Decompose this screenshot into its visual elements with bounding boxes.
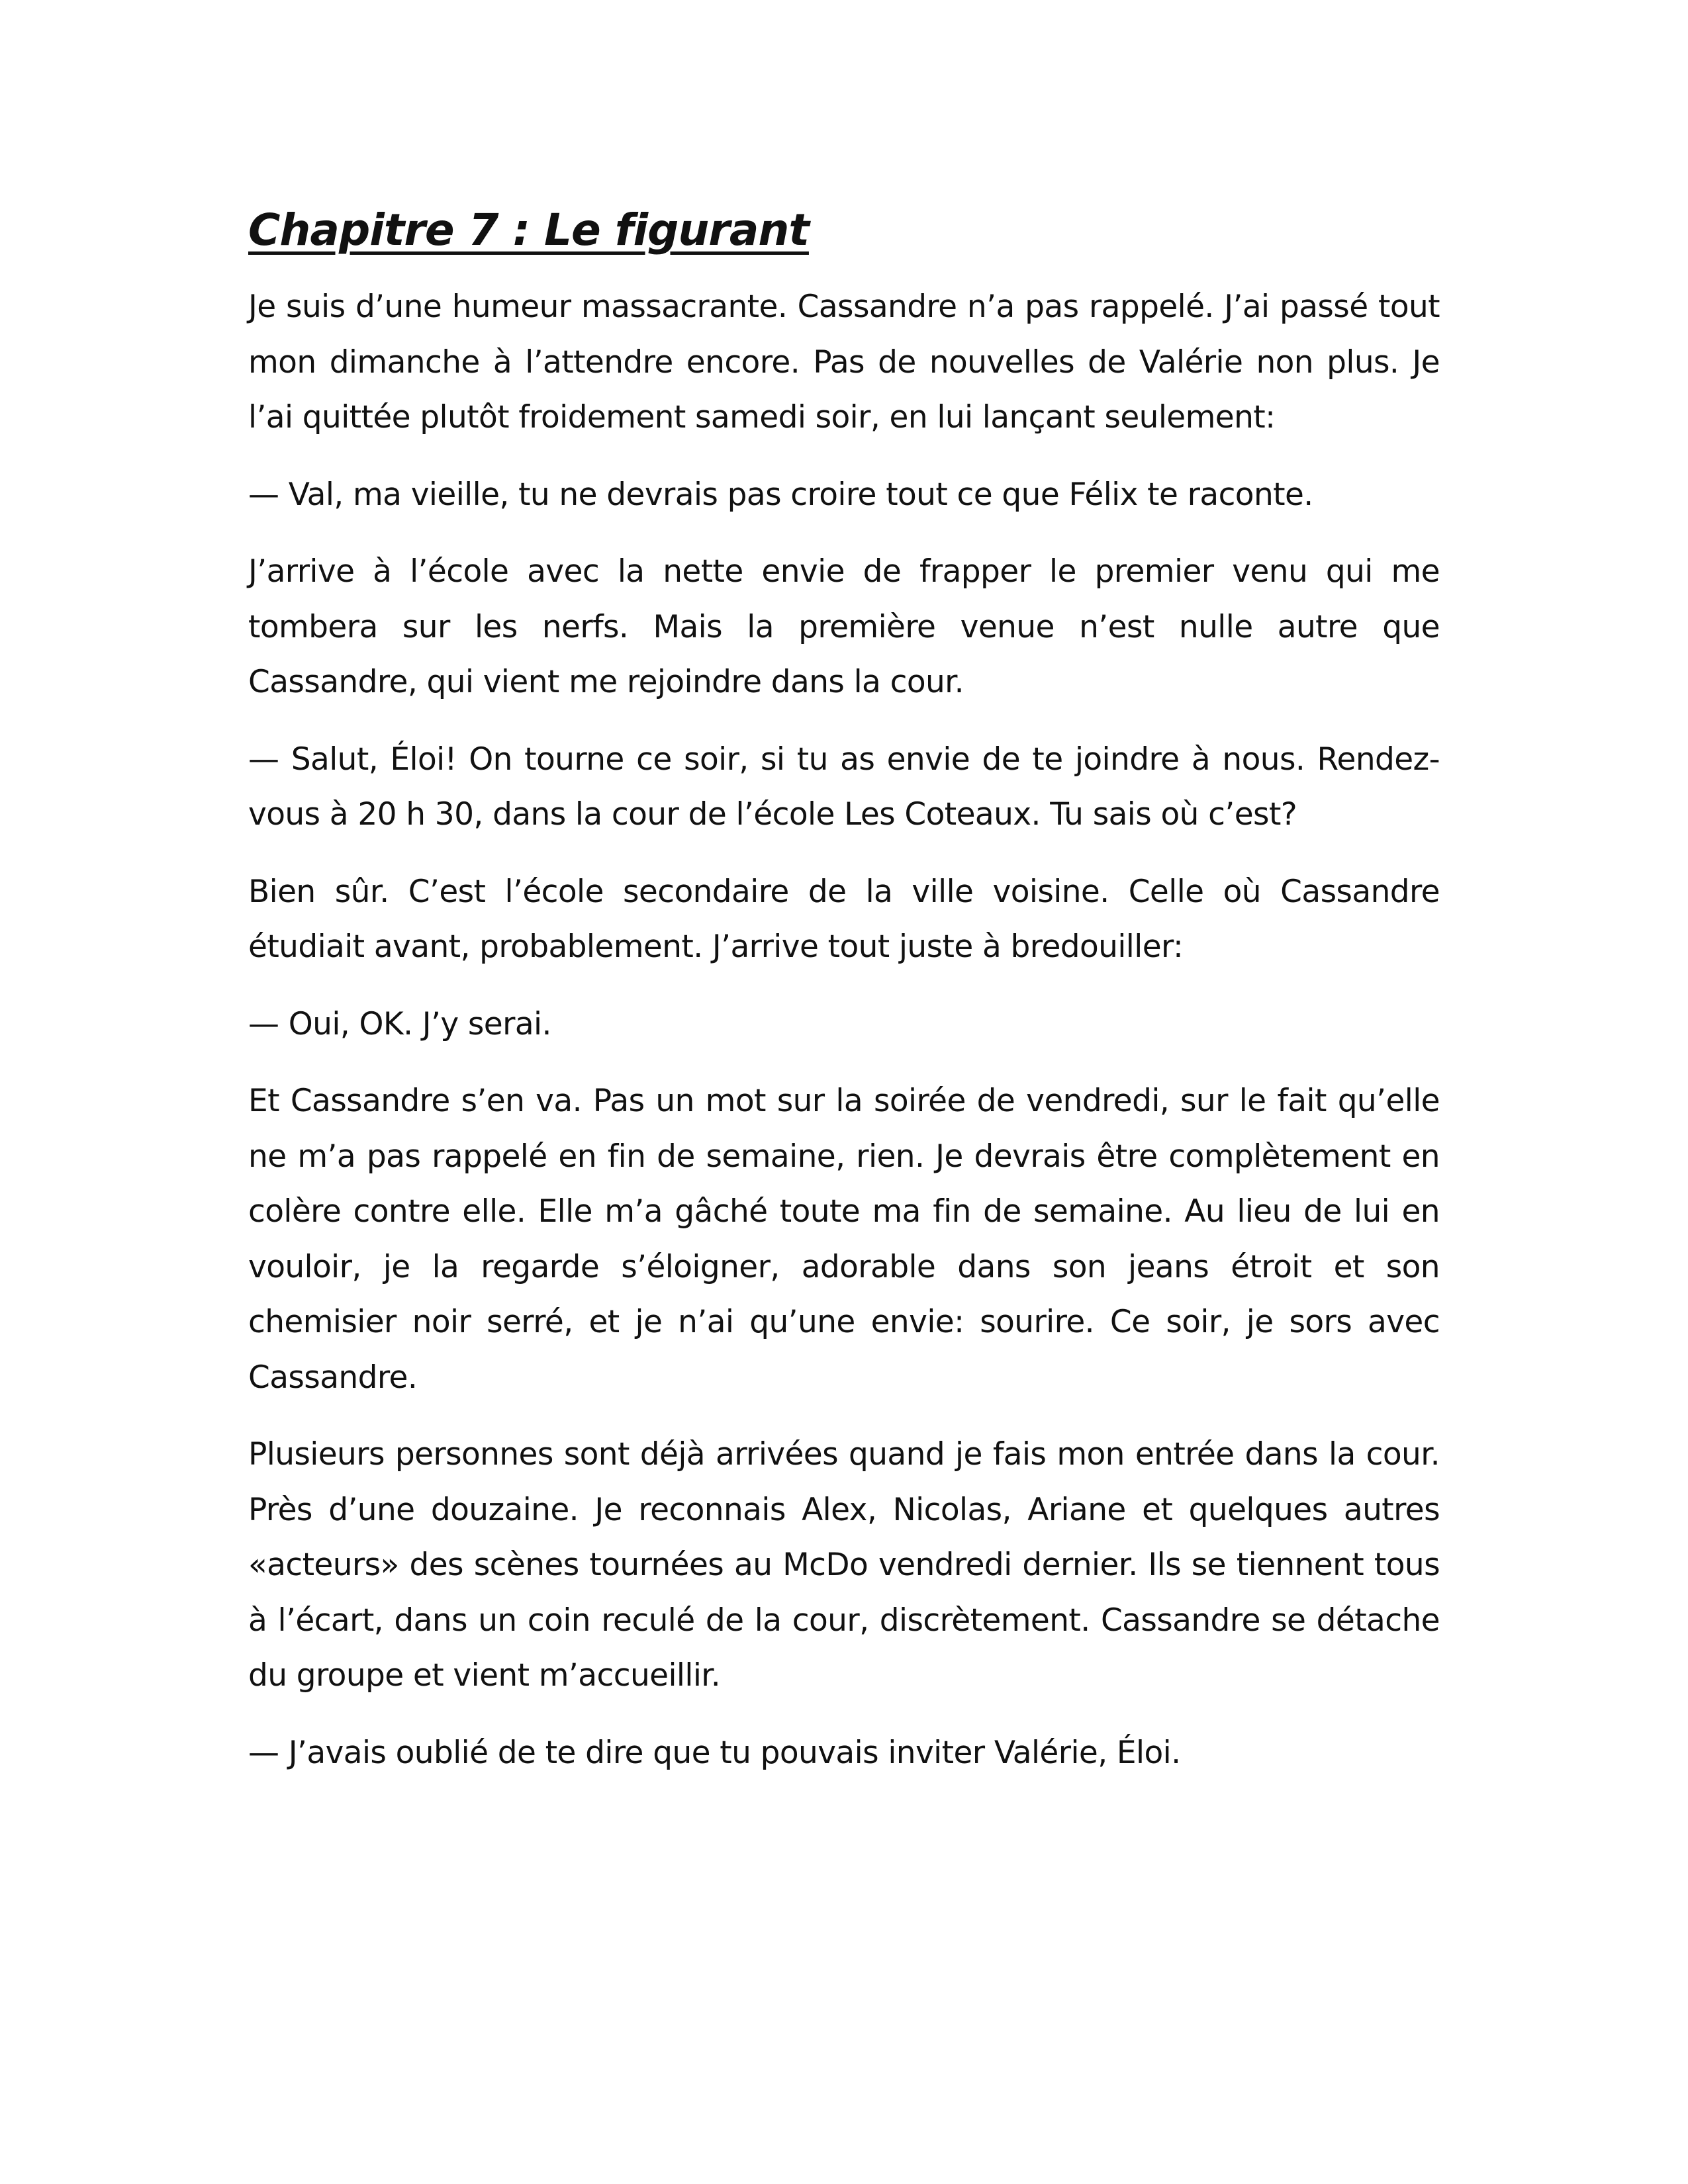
dialogue-line-4: — J’avais oublié de te dire que tu pouvais inviter Valérie, Éloi. [248, 1734, 1181, 1771]
paragraph-3: Bien sûr. C’est l’école secondaire de la ville voisine. Celle où Cassandre étudiait avant, probablement. J’arrive tout juste à bredouiller: [248, 873, 1440, 965]
paragraph-2: J’arrive à l’école avec la nette envie de frapper le premier venu qui me tombera sur les nerfs. Mais la première venue n’est nulle autre que Cassandre, qui vient me rejoindre dans la cour. [248, 553, 1440, 700]
dialogue-line-1: — Val, ma vieille, tu ne devrais pas croire tout ce que Félix te raconte. [248, 476, 1313, 513]
paragraph-1: Je suis d’une humeur massacrante. Cassandre n’a pas rappelé. J’ai passé tout mon dimanche à l’attendre encore. Pas de nouvelles de Valérie non plus. Je l’ai quittée plutôt froidement samedi soir, en lui lançant seulement: [248, 289, 1440, 435]
document-page [248, 199, 1440, 1802]
dialogue-line-3: — Oui, OK. J’y serai. [248, 1005, 551, 1042]
chapter-title: Chapitre 7 : Le figurant [248, 205, 809, 255]
dialogue-line-2: — Salut, Éloi! On tourne ce soir, si tu as envie de te joindre à nous. Rendez-vous à 20 h 30, dans la cour de l’école Les Coteaux. Tu sais où c’est? [248, 741, 1440, 833]
paragraph-4: Et Cassandre s’en va. Pas un mot sur la soirée de vendredi, sur le fait qu’elle ne m’a pas rappelé en fin de semaine, rien. Je devrais être complètement en colère contre elle. Elle m’a gâché toute ma fin de semaine. Au lieu de lui en vouloir, je la regarde s’éloigner, adorable dans son jeans étroit et son chemisier noir serré, et je n’ai qu’une envie: sourire. Ce soir, je sors avec Cassandre. [248, 1083, 1440, 1396]
paragraph-5: Plusieurs personnes sont déjà arrivées quand je fais mon entrée dans la cour. Près d’une douzaine. Je reconnais Alex, Nicolas, Ariane et quelques autres «acteurs» des scènes tournées au McDo vendredi dernier. Ils se tiennent tous à l’écart, dans un coin reculé de la cour, discrètement. Cassandre se détache du groupe et vient m’accueillir. [248, 1436, 1440, 1694]
